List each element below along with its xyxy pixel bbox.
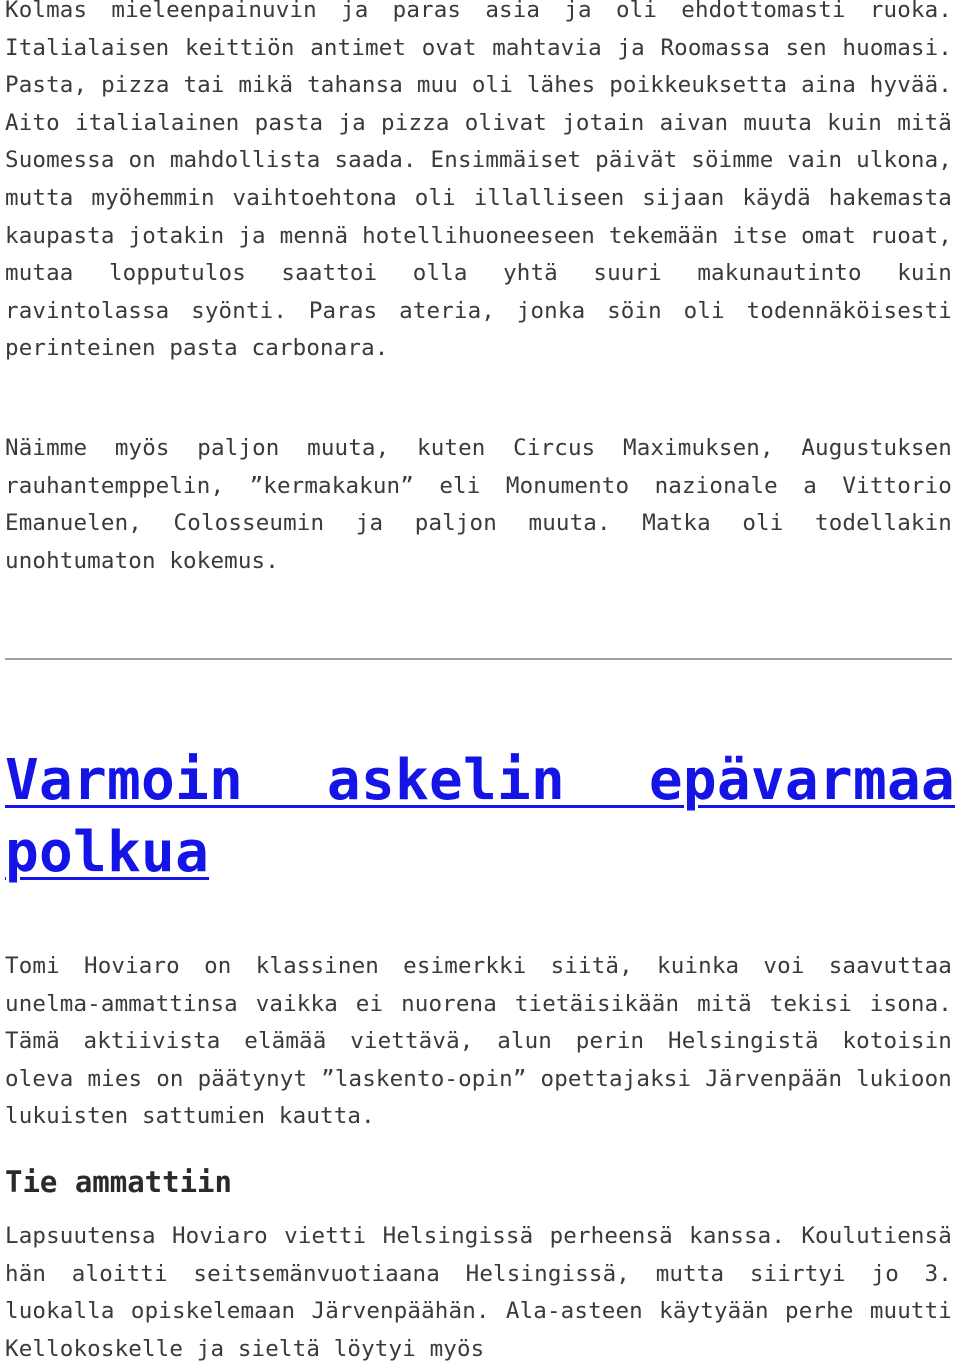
section-paragraph: Lapsuutensa Hoviaro vietti Helsingissä perheensä kanssa. Koulutiensä hän aloitti seitsemänvuotiaana Helsingissä, mutta siirtyi jo 3. luokalla opiskelemaan Järvenpäähän. Ala-asteen käytyään perhe muutti Kellokoskelle ja sieltä löytyi myös: [5, 1223, 952, 1362]
post-divider: [5, 658, 952, 660]
section-heading: Tie ammattiin: [5, 1165, 232, 1199]
post-title-link[interactable]: Varmoin askelin epävarmaa polkua: [5, 748, 955, 885]
post-title: [5, 745, 955, 889]
article-paragraph: Näimme myös paljon muuta, kuten Circus Maximuksen, Augustuksen rauhantemppelin, ”kermakakun” eli Monumento nazionale a Vittorio Emanuelen, Colosseumin ja paljon muuta. Matka oli todellakin unohtumaton kokemus.: [5, 435, 952, 574]
post-intro-paragraph: Tomi Hoviaro on klassinen esimerkki siitä, kuinka voi saavuttaa unelma-ammattinsa vaikka ei nuorena tietäisikään mitä tekisi isona. Tämä aktiivista elämää viettävä, alun perin Helsingistä kotoisin oleva mies on päätynyt ”laskento-opin” opettajaksi Järvenpään lukioon lukuisten sattumien kautta.: [5, 953, 952, 1130]
article-paragraph: Kolmas mieleenpainuvin ja paras asia ja oli ehdottomasti ruoka. Italialaisen keittiön antimet ovat mahtavia ja Roomassa sen huomasi. Pasta, pizza tai mikä tahansa muu oli lähes poikkeuksetta aina hyvää. Aito italialainen pasta ja pizza olivat jotain aivan muuta kuin mitä Suomessa on mahdollista saada. Ensimmäiset päivät söimme vain ulkona, mutta myöhemmin vaihtoehtona oli illalliseen sijaan käydä hakemasta kaupasta jotakin ja mennä hotellihuoneeseen tekemään itse omat ruoat, mutaa lopputulos saattoi olla yhtä suuri makunautinto kuin ravintolassa syönti. Paras ateria, jonka söin oli todennäköisesti perinteinen pasta carbonara.: [5, 0, 952, 362]
